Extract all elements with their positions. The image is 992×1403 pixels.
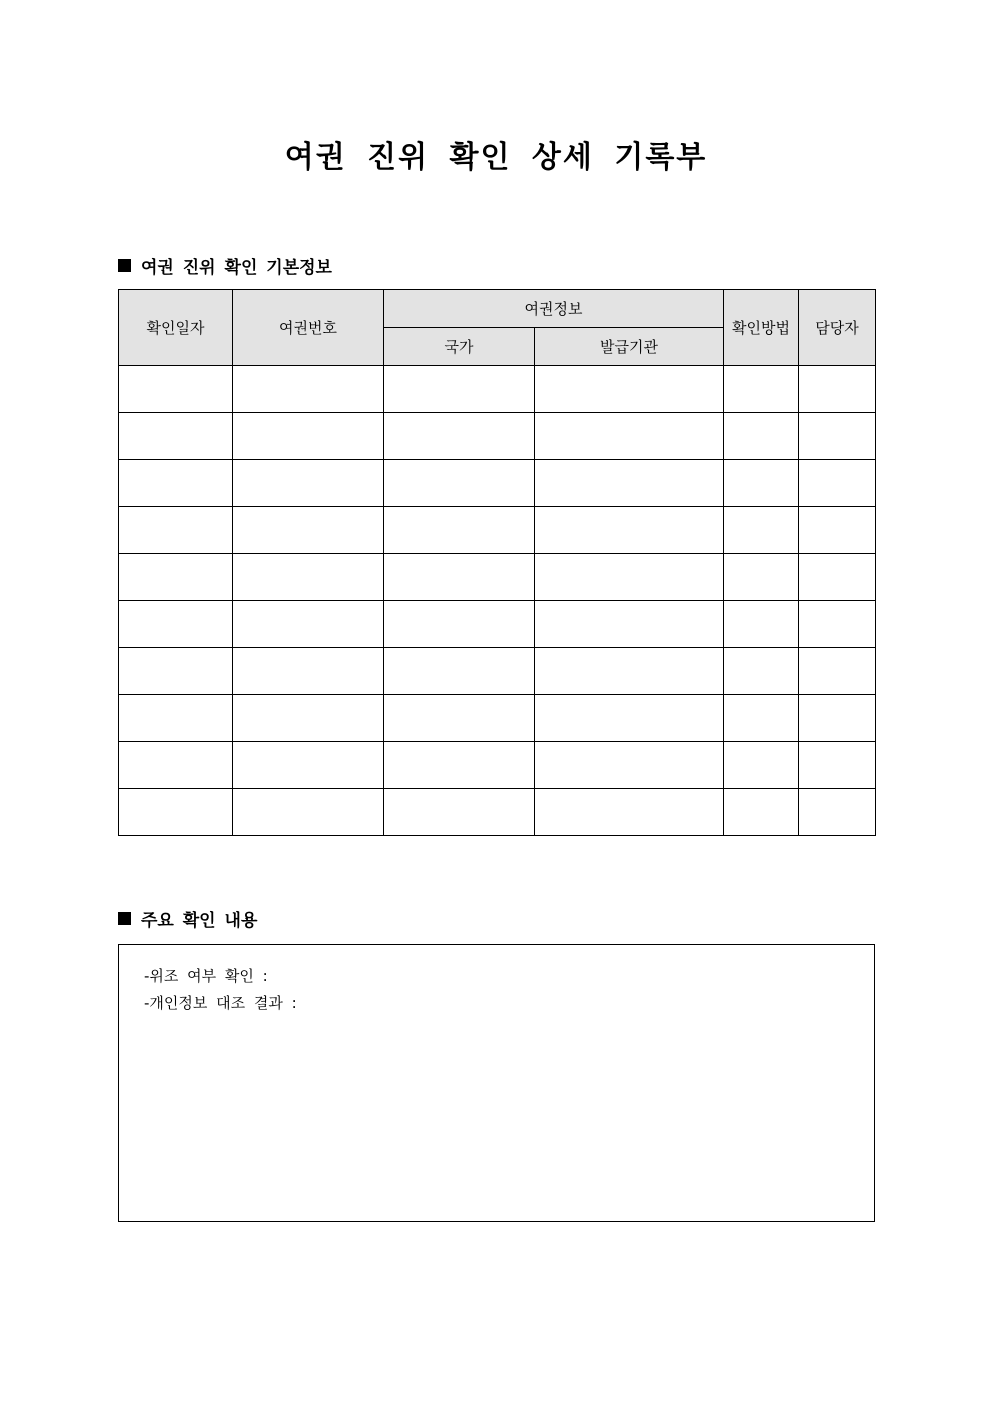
personal-info-match-line: -개인정보 대조 결과 : [144, 994, 297, 1012]
square-bullet-icon [118, 259, 131, 272]
table-row [119, 648, 876, 695]
basic-info-heading-text: 여권 진위 확인 기본정보 [141, 258, 332, 278]
cell-passport-number[interactable] [233, 460, 384, 507]
cell-issuing-authority[interactable] [535, 554, 724, 601]
cell-date[interactable] [119, 648, 233, 695]
cell-passport-number[interactable] [233, 648, 384, 695]
cell-method[interactable] [724, 366, 799, 413]
cell-date[interactable] [119, 507, 233, 554]
cell-officer[interactable] [799, 601, 876, 648]
cell-issuing-authority[interactable] [535, 742, 724, 789]
cell-passport-number[interactable] [233, 789, 384, 836]
table-row [119, 742, 876, 789]
cell-officer[interactable] [799, 695, 876, 742]
cell-country[interactable] [384, 366, 535, 413]
table-row [119, 554, 876, 601]
cell-officer[interactable] [799, 366, 876, 413]
details-heading [118, 906, 257, 931]
cell-method[interactable] [724, 695, 799, 742]
cell-country[interactable] [384, 695, 535, 742]
cell-country[interactable] [384, 507, 535, 554]
cell-passport-number[interactable] [233, 554, 384, 601]
cell-country[interactable] [384, 601, 535, 648]
table-row [119, 695, 876, 742]
square-bullet-icon [118, 912, 131, 925]
details-content-box[interactable] [118, 944, 875, 1222]
cell-issuing-authority[interactable] [535, 366, 724, 413]
cell-date[interactable] [119, 554, 233, 601]
cell-date[interactable] [119, 366, 233, 413]
cell-country[interactable] [384, 554, 535, 601]
cell-method[interactable] [724, 789, 799, 836]
cell-passport-number[interactable] [233, 507, 384, 554]
cell-issuing-authority[interactable] [535, 648, 724, 695]
basic-info-heading [118, 253, 332, 278]
cell-issuing-authority[interactable] [535, 507, 724, 554]
cell-passport-number[interactable] [233, 413, 384, 460]
cell-method[interactable] [724, 601, 799, 648]
cell-officer[interactable] [799, 413, 876, 460]
forgery-check-line: -위조 여부 확인 : [144, 967, 268, 985]
cell-passport-number[interactable] [233, 695, 384, 742]
cell-method[interactable] [724, 648, 799, 695]
cell-method[interactable] [724, 507, 799, 554]
cell-issuing-authority[interactable] [535, 789, 724, 836]
cell-passport-number[interactable] [233, 742, 384, 789]
cell-method[interactable] [724, 554, 799, 601]
cell-date[interactable] [119, 460, 233, 507]
cell-officer[interactable] [799, 554, 876, 601]
cell-country[interactable] [384, 789, 535, 836]
table-row [119, 366, 876, 413]
cell-issuing-authority[interactable] [535, 413, 724, 460]
cell-method[interactable] [724, 460, 799, 507]
table-row [119, 413, 876, 460]
passport-records-table [118, 289, 876, 836]
table-row [119, 460, 876, 507]
cell-date[interactable] [119, 413, 233, 460]
cell-issuing-authority[interactable] [535, 695, 724, 742]
cell-country[interactable] [384, 648, 535, 695]
header-date: 확인일자 [119, 290, 233, 366]
header-method: 확인방법 [724, 290, 799, 366]
cell-date[interactable] [119, 789, 233, 836]
table-body [119, 366, 876, 836]
header-officer: 담당자 [799, 290, 876, 366]
cell-issuing-authority[interactable] [535, 601, 724, 648]
cell-passport-number[interactable] [233, 366, 384, 413]
cell-country[interactable] [384, 460, 535, 507]
cell-officer[interactable] [799, 742, 876, 789]
cell-date[interactable] [119, 601, 233, 648]
cell-officer[interactable] [799, 648, 876, 695]
header-passport-info: 여권정보 [384, 290, 724, 328]
cell-method[interactable] [724, 742, 799, 789]
cell-officer[interactable] [799, 507, 876, 554]
table-row [119, 601, 876, 648]
details-heading-text: 주요 확인 내용 [141, 911, 258, 931]
header-issuing-authority: 발급기관 [535, 328, 724, 366]
cell-country[interactable] [384, 413, 535, 460]
cell-date[interactable] [119, 742, 233, 789]
cell-country[interactable] [384, 742, 535, 789]
header-country: 국가 [384, 328, 535, 366]
cell-officer[interactable] [799, 789, 876, 836]
cell-issuing-authority[interactable] [535, 460, 724, 507]
header-passport-number: 여권번호 [233, 290, 384, 366]
cell-date[interactable] [119, 695, 233, 742]
table-row [119, 789, 876, 836]
cell-method[interactable] [724, 413, 799, 460]
cell-passport-number[interactable] [233, 601, 384, 648]
page-title: 여권 진위 확인 상세 기록부 [284, 140, 708, 175]
cell-officer[interactable] [799, 460, 876, 507]
table-header-row [119, 290, 876, 328]
table-row [119, 507, 876, 554]
